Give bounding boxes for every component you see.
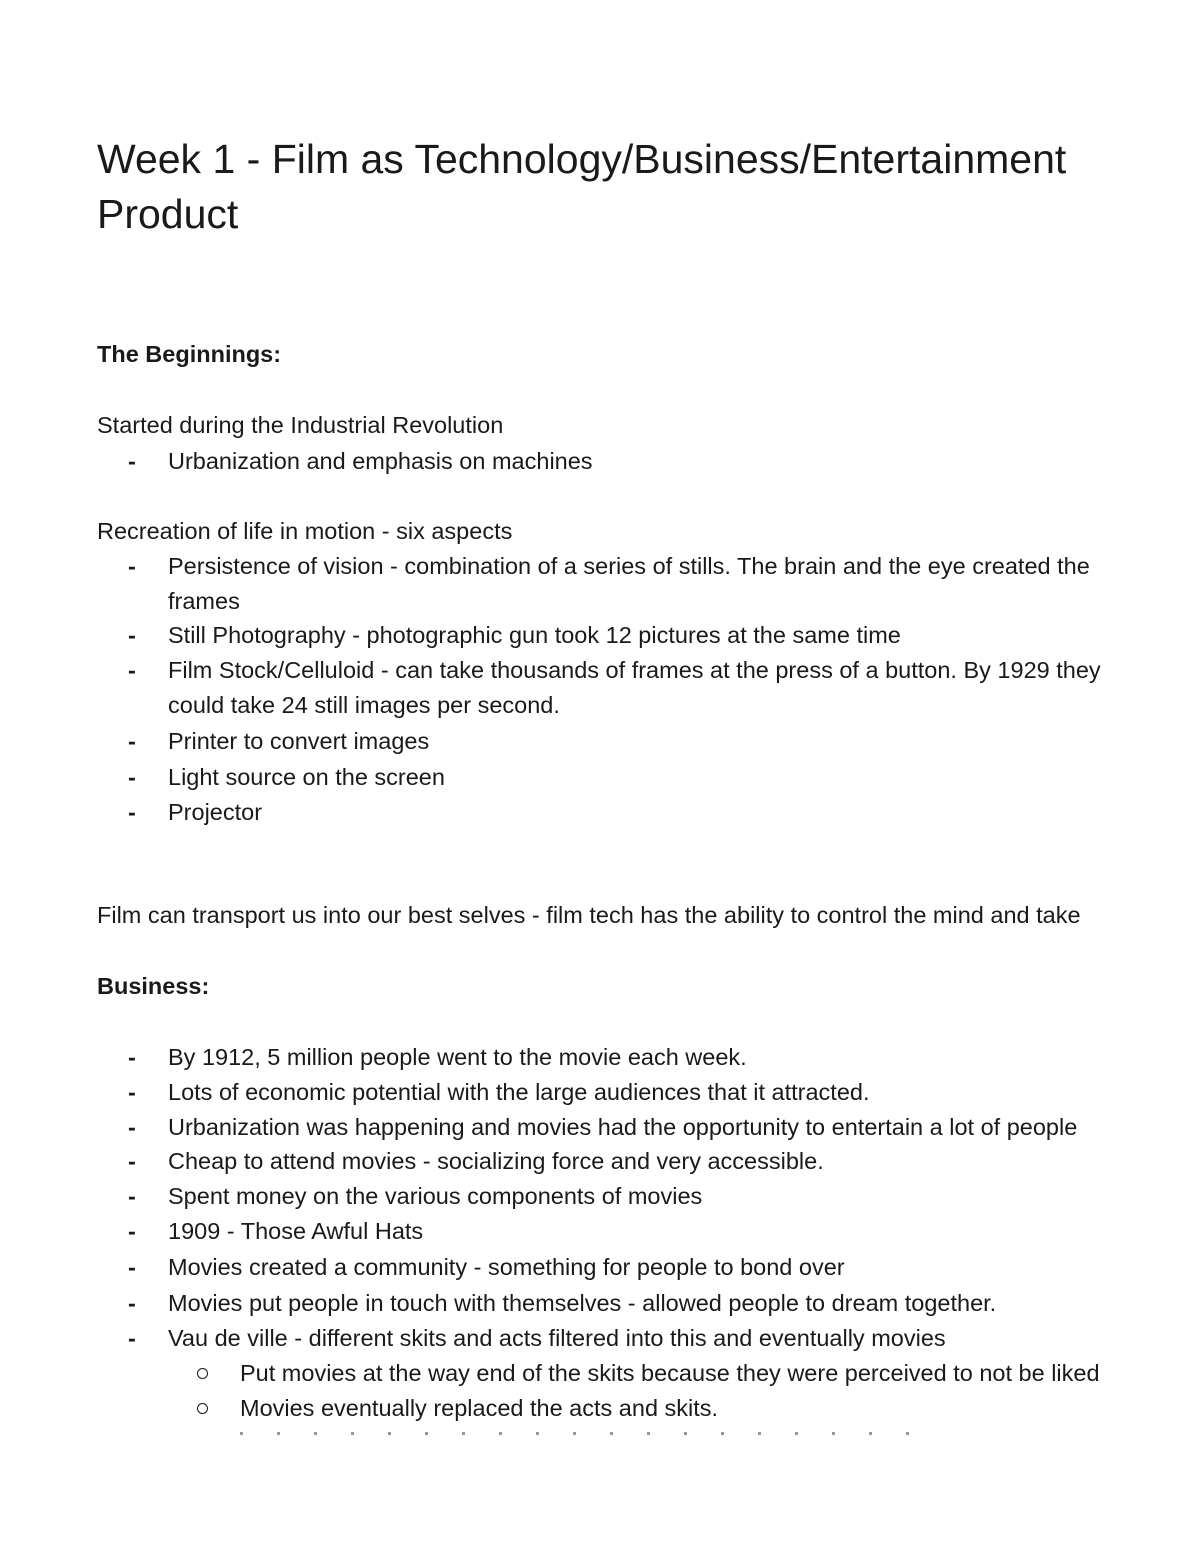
bullet-dash: - [128,764,136,790]
list-item: Cheap to attend movies - socializing force and very accessible. [168,1148,824,1174]
list-item: By 1912, 5 million people went to the movie each week. [168,1044,747,1070]
list-item-continuation: frames [168,588,240,614]
list-item-continuation: could take 24 still images per second. [168,692,560,718]
paragraph-recreation-of-life: Recreation of life in motion - six aspects [97,518,513,544]
bullet-dash: - [128,1183,136,1209]
list-item: Urbanization was happening and movies had the opportunity to entertain a lot of people [168,1114,1078,1140]
bullet-dash: - [128,728,136,754]
title-line-1: Week 1 - Film as Technology/Business/Entertainment [97,136,1067,182]
list-item: Projector [168,799,263,825]
sub-list-item: Put movies at the way end of the skits because they were perceived to not be liked [240,1360,1100,1386]
list-item: 1909 - Those Awful Hats [168,1218,424,1244]
list-item: Light source on the screen [168,764,445,790]
bullet-dash: - [128,1325,136,1351]
bullet-dash: - [128,1148,136,1174]
bullet-dash: - [128,1290,136,1316]
list-item: Lots of economic potential with the large audiences that it attracted. [168,1079,870,1105]
bullet-dash: - [128,1044,136,1070]
title-line-2: Product [97,191,239,237]
list-item: Persistence of vision - combination of a series of stills. The brain and the eye created the [168,553,1090,579]
list-item: Film Stock/Celluloid - can take thousands of frames at the press of a button. By 1929 they [168,657,1101,683]
sub-list-item: Movies eventually replaced the acts and skits. [240,1395,719,1421]
bullet-dash: - [128,1218,136,1244]
page-title [97,132,1066,242]
bullet-dash: - [128,657,136,683]
bullet-dash: - [128,448,136,474]
bullet-dash: - [128,1079,136,1105]
list-item: Urbanization and emphasis on machines [168,448,593,474]
bullet-dash: - [128,1114,136,1140]
list-item: Movies put people in touch with themselves - allowed people to dream together. [168,1290,997,1316]
cut-off-text-fragment [240,1432,960,1440]
bullet-dash: - [128,799,136,825]
paragraph-film-transport: Film can transport us into our best selves - film tech has the ability to control the mind and take [97,902,1081,928]
section-heading-business: Business: [97,973,210,999]
list-item: Printer to convert images [168,728,430,754]
bullet-dash: - [128,1254,136,1280]
sub-bullet-circle [197,1368,208,1379]
list-item: Movies created a community - something for people to bond over [168,1254,845,1280]
section-heading-beginnings: The Beginnings: [97,341,282,367]
bullet-dash: - [128,553,136,579]
list-item: Vau de ville - different skits and acts filtered into this and eventually movies [168,1325,946,1351]
list-item: Spent money on the various components of movies [168,1183,703,1209]
bullet-dash: - [128,622,136,648]
list-item: Still Photography - photographic gun took 12 pictures at the same time [168,622,901,648]
sub-bullet-circle [197,1403,208,1414]
paragraph-industrial-revolution: Started during the Industrial Revolution [97,412,504,438]
